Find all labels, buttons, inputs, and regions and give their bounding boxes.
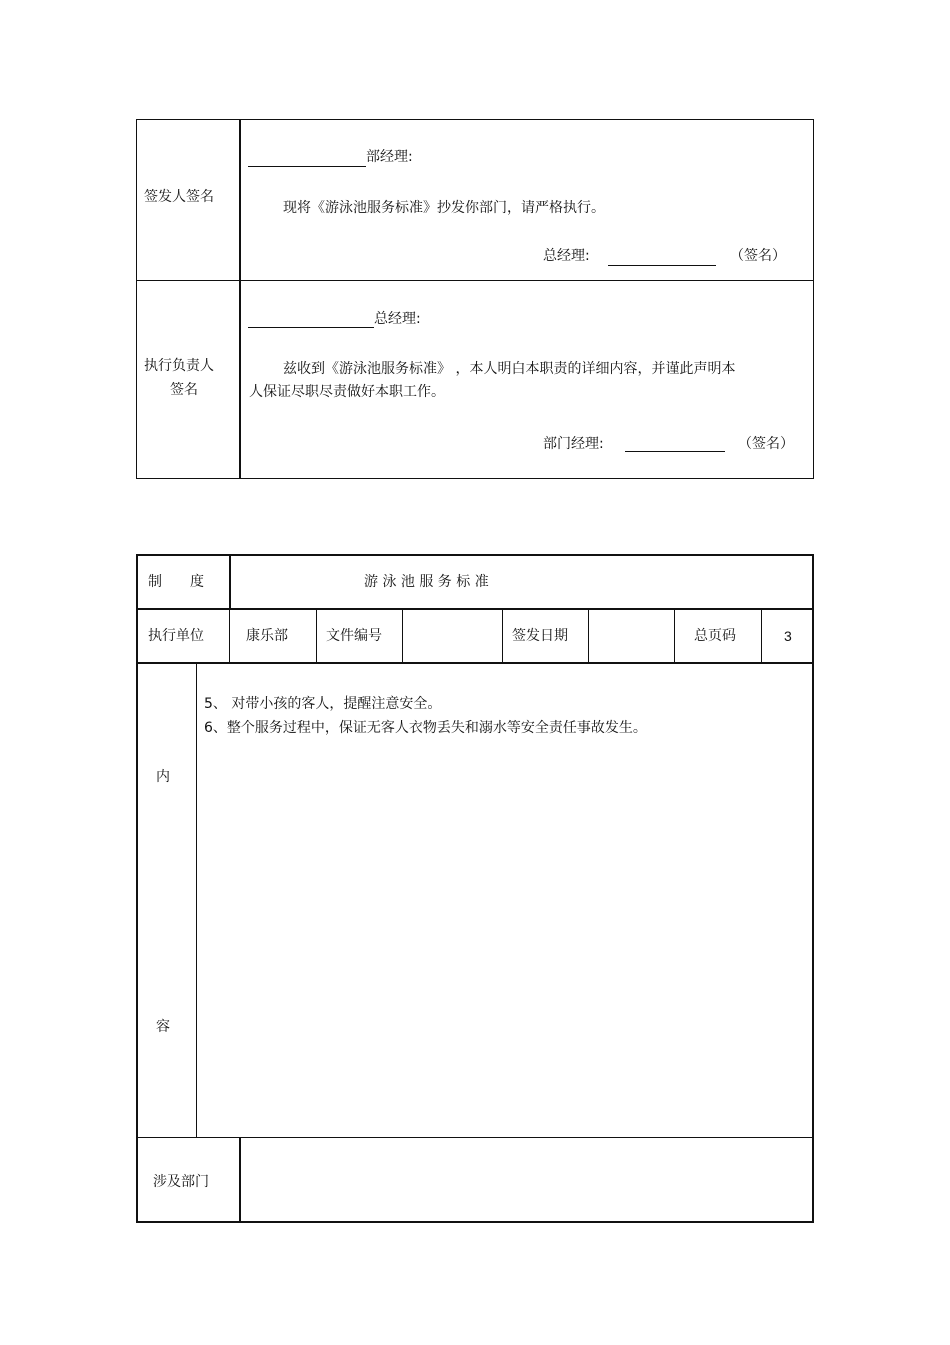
system-label: 制 度: [148, 574, 204, 590]
issuer-addressee-blank: [248, 166, 366, 167]
content-item: 6、整个服务过程中，保证无客人衣物丢失和溺水等安全责任事故发生。: [204, 720, 647, 736]
issue-date-label: 签发日期: [512, 628, 568, 644]
exec-label-line2: 签名: [170, 382, 198, 398]
total-pages-value: 3: [784, 628, 792, 644]
total-pages-label: 总页码: [694, 628, 736, 644]
issuer-signature-blank: [608, 265, 716, 266]
exec-signature-blank: [625, 451, 725, 452]
dept-label: 涉及部门: [153, 1174, 209, 1190]
exec-label-line1: 执行负责人: [144, 358, 214, 374]
issuer-body: 现将《游泳池服务标准》抄发你部门，请严格执行。: [283, 200, 605, 216]
issuer-addressee-suffix: 部经理:: [366, 149, 413, 165]
issuer-signer-label: 总经理:: [543, 248, 590, 264]
content-item: 5、 对带小孩的客人，提醒注意安全。: [204, 696, 442, 712]
exec-signer-label: 部门经理:: [543, 436, 604, 452]
content-label-bottom: 容: [156, 1019, 170, 1035]
exec-body-line1: 兹收到《游泳池服务标准》 ，本人明白本职责的详细内容，并谨此声明本: [283, 361, 736, 377]
exec-sign-note: （签名）: [738, 436, 794, 452]
doc-no-label: 文件编号: [326, 628, 382, 644]
issuer-sign-note: （签名）: [730, 248, 786, 264]
issuer-label: 签发人签名: [144, 189, 214, 205]
unit-value: 康乐部: [246, 628, 288, 644]
unit-label: 执行单位: [148, 628, 204, 644]
content-label-top: 内: [156, 769, 170, 785]
exec-addressee-suffix: 总经理:: [374, 311, 421, 327]
exec-body-line2: 人保证尽职尽责做好本职工作。: [249, 384, 445, 400]
system-title: 游 泳 池 服 务 标 准: [364, 574, 489, 590]
exec-addressee-blank: [248, 327, 374, 328]
